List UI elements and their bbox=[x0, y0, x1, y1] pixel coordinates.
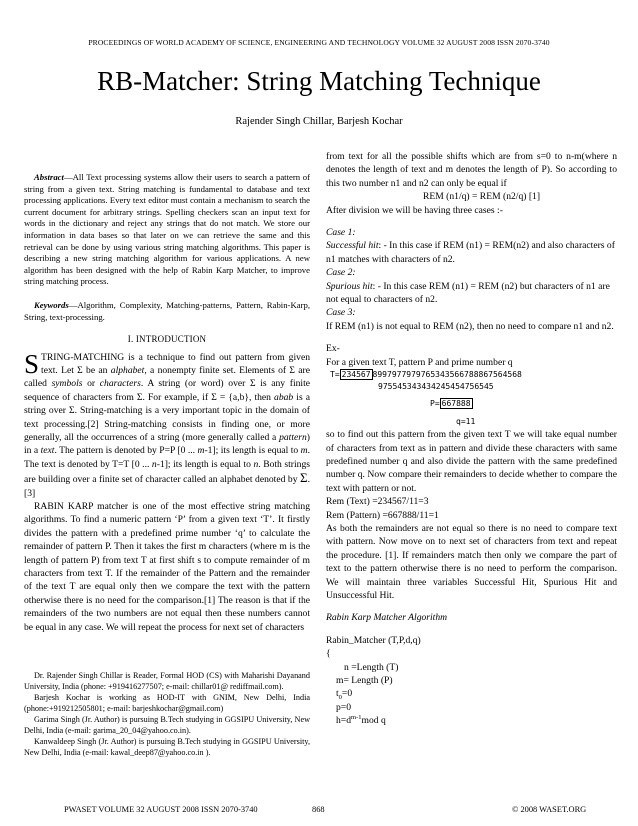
footnote: Kanwaldeep Singh (Jr. Author) is pursuing B.Tech studying in GGSIPU University, New Delhi, India (e-mail: kawal_deep87@yahoo.co.in ). bbox=[24, 737, 310, 758]
term-alphabet: alphabet bbox=[110, 364, 145, 376]
footnote: Dr. Rajender Singh Chillar is Reader, Formal HOD (CS) with Maharishi Dayanand University, India (phone: +919416277507; e-mail: chillar01@ rediffmail.com). bbox=[24, 671, 310, 692]
authors: Rajender Singh Chillar, Barjesh Kochar bbox=[235, 116, 403, 127]
rem-pattern-line: Rem (Pattern) =667888/11=1 bbox=[326, 509, 439, 521]
pattern-line bbox=[326, 398, 617, 410]
term-symbols: symbols bbox=[51, 378, 83, 390]
equation-1: REM (n1/q) = REM (n2/q) [1] bbox=[422, 191, 541, 203]
running-header: PROCEEDINGS OF WORLD ACADEMY OF SCIENCE, ENGINEERING AND TECHNOLOGY VOLUME 32 AUGUST 2008 ISSN 2070-3740 bbox=[88, 38, 550, 47]
intro-paragraph-2: RABIN KARP matcher is one of the most effective string matching algorithms. To find a numeric pattern ‘P’ from a given text ‘T’. It firstly divides the pattern with a predefined prime number ‘q’ to calculate the remainder of pattern P. Then it takes the first m characters (where m is the length of pattern P) from text T at first shift s to compute remainder of m characters from text T. If the remainder of the Pattern and the remainder of the text T are equal only then we compare the text with the pattern otherwise there is no need for the comparison.[1] The reason is that if the remainders of the two numbers are not equal then these numbers cannot be equal in any case. We will repeat the process for next set of characters bbox=[24, 501, 310, 633]
footnote: Barjesh Kochar is working as HOD-IT with GNIM, New Delhi, India (phone:+919212505801; e-mail: barjeshkochar@gmail.com) bbox=[24, 693, 310, 714]
text-sequence-line bbox=[326, 369, 617, 381]
code-superscript: m-1 bbox=[351, 714, 362, 722]
intro-paragraph-1 bbox=[24, 348, 310, 500]
example-text: For a given text T, pattern P and prime number q bbox=[326, 356, 513, 368]
case-1-label: Case 1: bbox=[326, 227, 356, 239]
text-sequence-line-2: 975545343434245454756545 bbox=[378, 382, 494, 392]
code-line bbox=[326, 687, 617, 700]
case-2-text bbox=[326, 280, 617, 307]
text-run: . Both strings are building over a finite set of character called an alphabet denoted by bbox=[24, 458, 310, 486]
text-digits: 8997977979765343566788867564568 bbox=[372, 370, 522, 380]
footnotes bbox=[24, 670, 310, 758]
code-line: n =Length (T) bbox=[344, 661, 399, 673]
var-m: m bbox=[300, 445, 308, 457]
code-token: t bbox=[336, 688, 339, 700]
section-heading-introduction: I. INTRODUCTION bbox=[127, 334, 207, 345]
text-run: , a nonempty finite set. Elements of Σ are called bbox=[24, 364, 310, 390]
text-run: -1]; its length is equal to bbox=[156, 458, 254, 470]
text-run: . The pattern is denoted by P=P [0 ... bbox=[54, 445, 198, 457]
code-token: =0 bbox=[341, 688, 353, 700]
text-run: . A string (or word) over Σ is any finite sequence of characters from Σ. For example, if Σ = {a,b}, then bbox=[24, 378, 310, 403]
successful-hit-label: Successful hit bbox=[326, 240, 379, 252]
abstract: Abstract—All Text processing systems allow their users to search a pattern of string from a given text. String matching is fundamental to database and text processing applications. Every text editor must contain a mechanism to search the current document for arbitrary strings. Spelling checkers scan an input text for words in the dictionary and reject any strings that do not match. We store our information in data bases so that later on we can retrieve the same and this retrieval can be done by using various string matching algorithms. This paper is describing a new string matching algorithm for various applications. A new algorithm has been designed with the help of Rabin Karp Matcher, to improve string matching process. bbox=[24, 172, 310, 287]
var-n: n bbox=[253, 458, 259, 470]
term-pattern: pattern bbox=[279, 431, 307, 443]
text-run: . [3] bbox=[24, 474, 310, 499]
sigma-symbol: Σ bbox=[300, 470, 308, 486]
right-paragraph-3: so to find out this pattern from the given text T we will take equal number of characters from text as in pattern and divide these characters with same predefined number q and also divide the pattern with the same predefined number q. Now compare their remainders to decide whether to compare the text with pattern or not. bbox=[326, 429, 617, 494]
abstract-text: All Text processing systems allow their users to search a pattern of string from a given text. String matching is fundamental to database and text processing applications. Every text editor must contain a mechanism to search the current document for arbitrary strings. Spelling checkers scan an input text for words in the dictionary and reject any strings that do not match. We store our information in data bases so that later on we can retrieve the same and this retrieval can be done by using various string matching algorithms. This paper is describing a new string matching algorithm for various applications. A new algorithm has been designed with the help of Rabin Karp Matcher, to improve string matching process. bbox=[24, 172, 310, 287]
case-2-label: Case 2: bbox=[326, 267, 356, 279]
keywords: Keywords—Algorithm, Complexity, Matching-patterns, Pattern, Rabin-Karp, String, text-processing. bbox=[24, 299, 310, 322]
lead-word: TRING-MATCHING bbox=[41, 351, 125, 363]
highlighted-window: 234567 bbox=[341, 370, 371, 380]
text-run: is a technique to find out pattern from given text. Let Σ be an bbox=[41, 351, 310, 376]
footnote: Garima Singh (Jr. Author) is pursuing B.Tech studying in GGSIPU University, New Delhi, India (e-mail: garima_20_04@yahoo.co.in). bbox=[24, 715, 310, 736]
text-run: ) in a bbox=[24, 431, 310, 457]
text-run: or bbox=[82, 378, 100, 390]
code-token: h=d bbox=[336, 715, 352, 727]
term-abab: abab bbox=[274, 391, 294, 403]
left-column bbox=[24, 150, 310, 758]
text-run: . The text is denoted by T=T [0 ... bbox=[24, 445, 310, 470]
abstract-label: Abstract bbox=[34, 172, 64, 182]
footer-right: © 2008 WASET.ORG bbox=[512, 805, 587, 814]
text-run: : - In this case if REM (n1) = REM(n2) and also characters of n1 matches with characters of n2. bbox=[326, 240, 615, 265]
example-label: Ex- bbox=[326, 343, 340, 355]
footer-left: PWASET VOLUME 32 AUGUST 2008 ISSN 2070-3740 bbox=[64, 805, 258, 814]
rem-text-line: Rem (Text) =234567/11=3 bbox=[326, 496, 429, 508]
prime-line: q=11 bbox=[456, 417, 476, 427]
code-subscript: 0 bbox=[338, 694, 342, 702]
text-label: T= bbox=[330, 370, 340, 380]
keywords-text: Algorithm, Complexity, Matching-patterns, Pattern, Rabin-Karp, String, text-processing. bbox=[24, 299, 310, 322]
code-line: p=0 bbox=[336, 701, 352, 713]
text-run: : - In this case REM (n1) = REM (n2) but characters of n1 are not equal to characters of n2. bbox=[326, 280, 610, 306]
term-text: text bbox=[40, 445, 55, 457]
algorithm-title: Rabin Karp Matcher Algorithm bbox=[326, 612, 448, 624]
page-number: 868 bbox=[312, 805, 325, 814]
case-1-text bbox=[326, 239, 617, 266]
code-line: Rabin_Matcher (T,P,d,q) bbox=[326, 634, 421, 646]
pattern-label: P= bbox=[430, 399, 440, 409]
right-paragraph-1: from text for all the possible shifts which are from s=0 to n-m(where n denotes the length of text and m denotes the length of P). So according to this two number n1 and n2 can only be equal if bbox=[326, 151, 617, 189]
spurious-hit-label: Spurious hit bbox=[326, 280, 373, 292]
var-n: n bbox=[151, 458, 157, 470]
code-line bbox=[326, 714, 617, 727]
text-run: is a string over Σ. String-matching is a very important topic in the domain of text processing.[2] String-matching consists in finding one, or more generally, all the occurrences of a string (more generally called a bbox=[24, 391, 310, 443]
right-paragraph-4: As both the remainders are not equal so there is no need to compare text with pattern. Now move on to next set of characters from text and repeat the procedure. [1]. If remainders match then only we compare the part of text to the pattern otherwise there is no need to perform the comparison. We will maintain three variables Successful Hit, Spurious Hit and Unsuccessful Hit. bbox=[326, 522, 617, 601]
right-column bbox=[326, 150, 617, 728]
drop-cap: S bbox=[24, 348, 40, 379]
example-figure bbox=[326, 369, 617, 428]
case-3-label: Case 3: bbox=[326, 307, 356, 319]
pattern-box: 667888 bbox=[441, 399, 471, 409]
algorithm-code bbox=[326, 634, 617, 728]
paper-title: RB-Matcher: String Matching Technique bbox=[97, 66, 541, 96]
code-line: m= Length (P) bbox=[336, 675, 393, 686]
keywords-label: Keywords bbox=[34, 299, 69, 310]
code-token: mod q bbox=[361, 715, 386, 727]
case-3-text: If REM (n1) is not equal to REM (n2), then no need to compare n1 and n2. bbox=[326, 320, 614, 332]
text-run: -1]; its length is equal to bbox=[204, 445, 301, 457]
right-paragraph-2: After division we will be having three cases :- bbox=[326, 204, 503, 216]
term-characters: characters bbox=[99, 378, 141, 390]
var-m: m bbox=[197, 445, 205, 457]
code-line: { bbox=[326, 648, 331, 660]
